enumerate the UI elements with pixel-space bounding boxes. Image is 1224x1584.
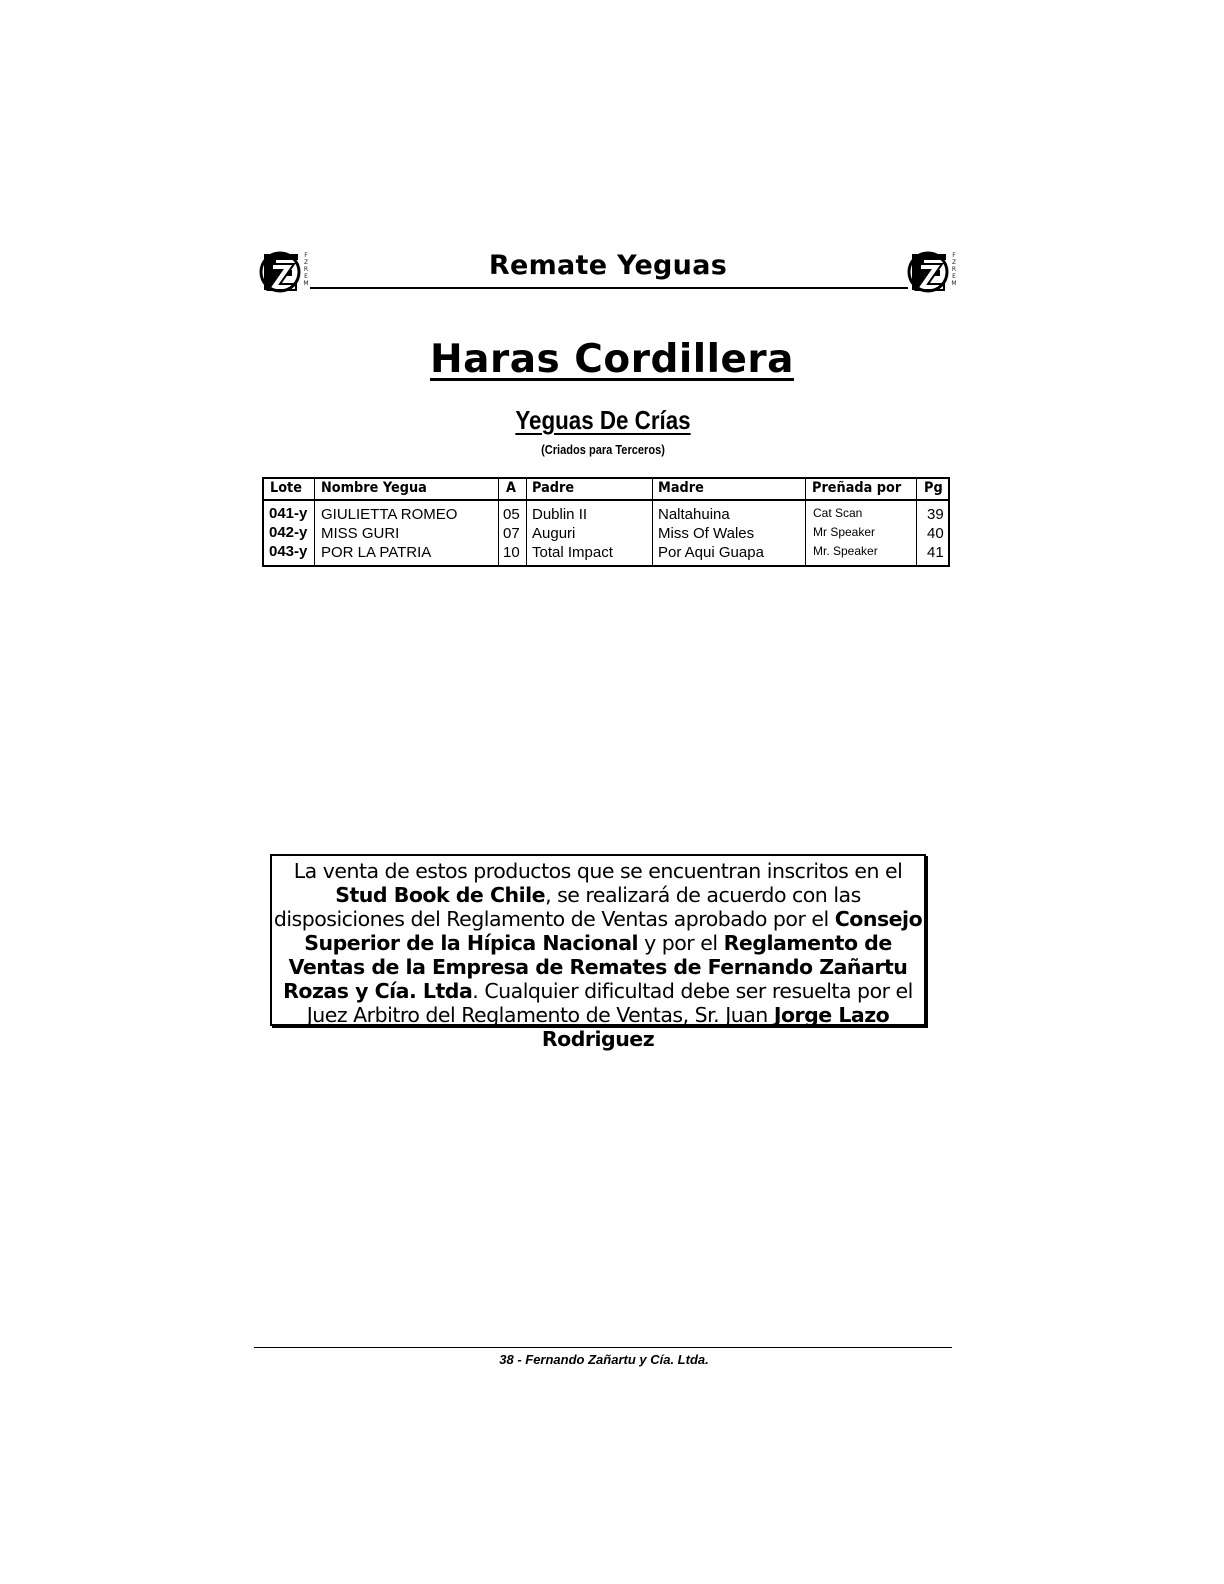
nombre-cell: MISS GURI: [321, 525, 400, 542]
header-title: Remate Yeguas: [488, 250, 728, 281]
pg-cell: 40: [927, 525, 944, 542]
madre-cell: Naltahuina: [658, 506, 730, 523]
company-logo-right: [906, 250, 958, 296]
col-header-nombre: Nombre Yegua: [321, 480, 427, 496]
a-cell: 05: [503, 506, 520, 523]
column-divider: [526, 479, 527, 565]
header-rule: [310, 287, 908, 289]
pg-cell: 39: [927, 506, 944, 523]
a-cell: 07: [503, 525, 520, 542]
lote-cell: 042-y: [269, 524, 308, 541]
footer-page-label: 38 - Fernando Zañartu y Cía. Ltda.: [499, 1352, 709, 1367]
padre-cell: Auguri: [532, 525, 576, 542]
prenada-cell: Cat Scan: [813, 506, 863, 520]
company-logo-left: [258, 250, 310, 296]
section-subtitle: (Criados para Terceros): [541, 442, 665, 457]
madre-cell: Por Aqui Guapa: [658, 544, 764, 561]
table-header: [264, 479, 948, 501]
column-divider: [916, 479, 917, 565]
fz-monogram-logo-icon: [258, 250, 302, 294]
column-divider: [314, 479, 315, 565]
madre-cell: Miss Of Wales: [658, 525, 755, 542]
col-header-lote: Lote: [270, 480, 302, 496]
nombre-cell: POR LA PATRIA: [321, 544, 432, 561]
section-title: Yeguas De Crías: [515, 405, 691, 435]
pg-cell: 41: [927, 544, 944, 561]
col-header-prenada: Preñada por: [812, 480, 902, 496]
page-title: Haras Cordillera: [430, 337, 794, 382]
column-divider: [652, 479, 653, 565]
nombre-cell: GIULIETTA ROMEO: [321, 506, 458, 523]
col-header-madre: Madre: [658, 480, 704, 496]
lote-cell: 043-y: [269, 543, 308, 560]
sales-notice-text: La venta de estos productos que se encuentran inscritos en el Stud Book de Chile, se realizará de acuerdo con las disposiciones del Reglamento de Ventas aprobado por el Consejo Superior de la Hípica Nacional y por el Reglamento de Ventas de la Empresa de Remates de Fernando Zañartu Rozas y Cía. Ltda. Cualquier dificultad debe ser resuelta por el Juez Arbitro del Reglamento de Ventas, Sr. Juan Jorge Lazo Rodriguez: [273, 859, 923, 1051]
column-divider: [498, 479, 499, 565]
col-header-a: A: [506, 480, 516, 496]
sales-notice-box: [270, 854, 926, 1051]
col-header-padre: Padre: [532, 480, 575, 496]
col-header-pg: Pg: [924, 480, 943, 496]
fz-monogram-logo-icon: [906, 250, 950, 294]
logo-letters-left: F Z R E M: [303, 252, 309, 287]
column-divider: [805, 479, 806, 565]
prenada-cell: Mr. Speaker: [813, 544, 878, 558]
lote-cell: 041-y: [269, 505, 308, 522]
lots-table: [262, 477, 950, 567]
prenada-cell: Mr Speaker: [813, 525, 876, 539]
footer-rule: [254, 1347, 952, 1348]
a-cell: 10: [503, 544, 520, 561]
padre-cell: Dublin II: [532, 506, 588, 523]
padre-cell: Total Impact: [532, 544, 613, 561]
logo-letters-right: F Z R E M: [951, 252, 957, 287]
